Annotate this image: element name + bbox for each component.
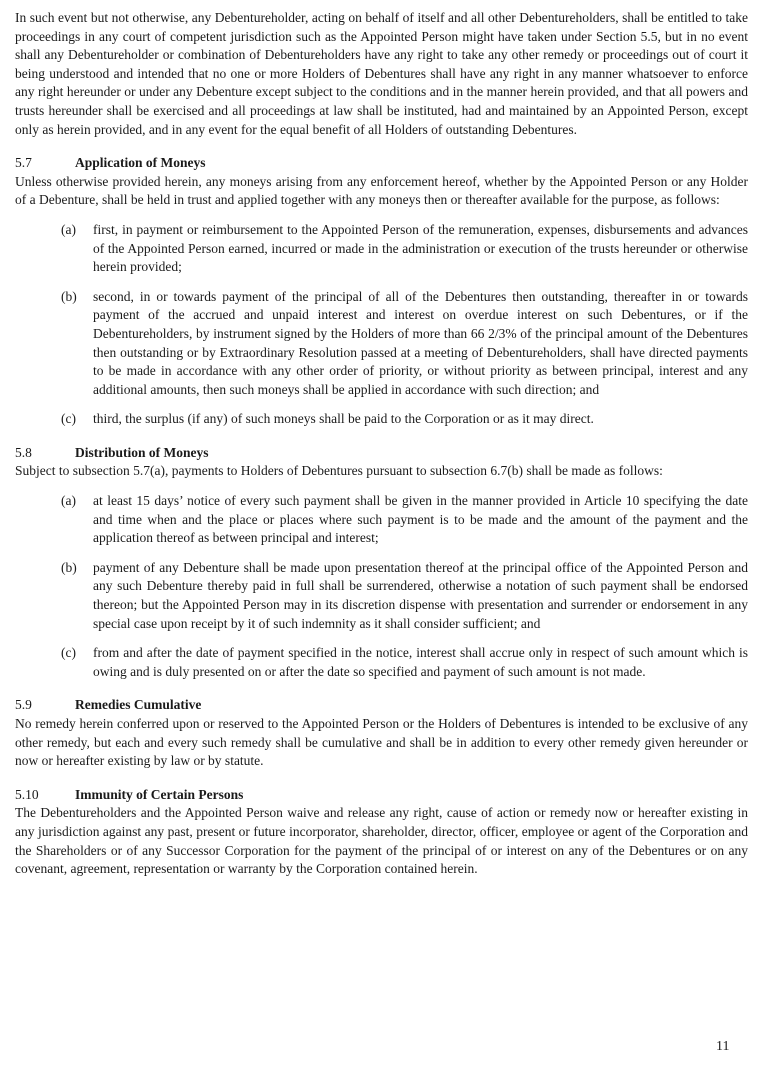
- section-title: Remedies Cumulative: [75, 697, 202, 713]
- section-title: Application of Moneys: [75, 155, 206, 171]
- section-5-7: [15, 154, 748, 429]
- section-body: Unless otherwise provided herein, any moneys arising from any enforcement hereof, whether by the Appointed Person or any Holder of a Debenture, shall be held in trust and applied together with any moneys then or thereafter available for the purpose, as follows:: [15, 173, 748, 208]
- list-item: [15, 221, 748, 277]
- section-number: 5.7: [15, 155, 32, 171]
- page-number: 11: [716, 1039, 730, 1054]
- list-item: [15, 559, 748, 633]
- section-5-8: [15, 444, 748, 682]
- section-5-9: [15, 696, 748, 770]
- section-heading: [15, 696, 748, 715]
- section-body: The Debentureholders and the Appointed Person waive and release any right, cause of action or remedy now or hereafter existing in any jurisdiction against any past, present or future incorporator, shareholder, director, officer, employee or agent of the Corporation and the Shareholders or of any Successor Corporation for the payment of the principal of or interest on any of the Debentures or on any covenant, agreement, representation or warranty by the Corporation contained herein.: [15, 805, 748, 877]
- list-item-label: (c): [61, 645, 76, 661]
- section-heading: [15, 444, 748, 463]
- section-heading: [15, 154, 748, 173]
- section-title: Immunity of Certain Persons: [75, 786, 244, 802]
- list-item: [15, 410, 748, 429]
- list-item: [15, 492, 748, 548]
- list-item-text: payment of any Debenture shall be made upon presentation thereof at the principal office of the Appointed Person and any such Debenture thereby paid in full shall be surrendered, otherwise a notation of such payment shall be endorsed thereon; but the Appointed Person may in its discretion dispense with presentation and surrender or endorsement in any special case upon receipt by it of such indemnity as it shall consider sufficient; and: [93, 559, 748, 631]
- intro-paragraph: In such event but not otherwise, any Debentureholder, acting on behalf of itself and all other Debentureholders, shall be entitled to take proceedings in any court of competent jurisdiction such as the Appointed Person might have taken under Section 5.5, but in no event shall any Debentureholder or combination of Debentureholders have any right to take any other remedy or proceedings out of court it being understood and intended that no one or more Holders of Debentures shall have any right in any manner whatsoever to enforce any right hereunder or under any Debenture except subject to the conditions and in the manner herein provided, and that all powers and trusts hereunder shall be exercised and all proceedings at law shall be instituted, had and maintained by an Appointed Person, except only as herein provided, and in any event for the equal benefit of all Holders of outstanding Debentures.: [15, 10, 748, 137]
- section-number: 5.8: [15, 444, 32, 460]
- section-title: Distribution of Moneys: [75, 444, 209, 460]
- section-body: No remedy herein conferred upon or reserved to the Appointed Person or the Holders of Debentures is intended to be exclusive of any other remedy, but each and every such remedy shall be cumulative and shall be in addition to every other remedy given hereunder or now or hereafter existing by law or by statute.: [15, 716, 748, 769]
- list-item: [15, 288, 748, 400]
- list-item-label: (b): [61, 559, 77, 575]
- list-item-text: third, the surplus (if any) of such moneys shall be paid to the Corporation or as it may direct.: [93, 411, 594, 427]
- list-item-text: first, in payment or reimbursement to the Appointed Person of the remuneration, expenses, disbursements and advances of the Appointed Person earned, incurred or made in the administration or execution of the trusts hereunder or otherwise herein provided;: [93, 221, 748, 275]
- section-number: 5.10: [15, 786, 39, 802]
- list-item-text: at least 15 days’ notice of every such payment shall be given in the manner provided in Article 10 specifying the date and time when and the place or places where such payment is to be made and the amount of the payment and the application thereof as between principal and interest;: [93, 493, 748, 546]
- list-item-label: (b): [61, 288, 77, 304]
- section-5-10: [15, 786, 748, 879]
- section-heading: [15, 786, 748, 805]
- list-item: [15, 644, 748, 681]
- list-item-text: from and after the date of payment specified in the notice, interest shall accrue only in respect of such amount which is owing and is duly presented on or after the date so specified and payment of such amount is not made.: [93, 645, 748, 679]
- list-item-label: (a): [61, 493, 76, 509]
- page-content: [15, 9, 748, 879]
- list-item-label: (a): [61, 221, 76, 237]
- list-item-text: second, in or towards payment of the principal of all of the Debentures then outstanding, thereafter in or towards payment of the accrued and unpaid interest and interest on overdue interest on such Debentures, or if the Debentureholders, by instrument signed by the Holders of more than 66 2/3% of the principal amount of the Debentures then outstanding or by Extraordinary Resolution passed at a meeting of Debentureholders, shall have directed payments to be made in accordance with any other order of priority, or without priority as between principal, interest and any additional amounts, then such moneys shall be applied in accordance with such direction; and: [93, 288, 748, 397]
- section-body: Subject to subsection 5.7(a), payments to Holders of Debentures pursuant to subsection 6.7(b) shall be made as follows:: [15, 463, 663, 479]
- list-item-label: (c): [61, 411, 76, 427]
- section-number: 5.9: [15, 697, 32, 713]
